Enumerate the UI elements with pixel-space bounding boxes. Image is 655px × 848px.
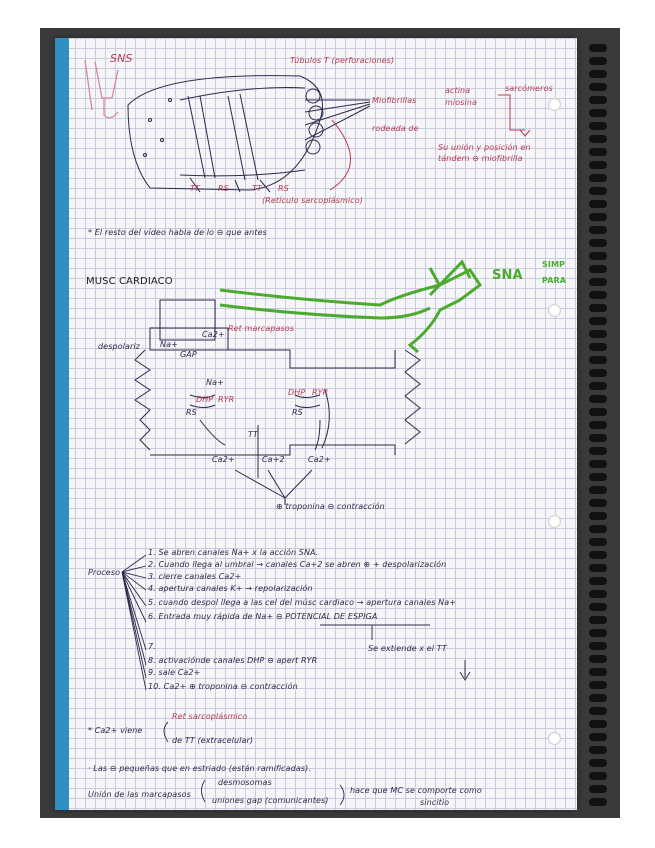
process-step: 4. apertura canales K+ → repolarización (148, 584, 313, 593)
tt-cardiac-label: TT (248, 430, 258, 439)
tt-label-2: TT (252, 184, 262, 193)
process-step: 8. activaciónde canales DHP ⊖ apert RYR (148, 656, 318, 665)
reticulo-label: (Retículo sarcoplásmico) (262, 196, 363, 205)
ret-marcapasos-label: Ret marcapasos (228, 324, 295, 333)
dhp-left-label: DHP (196, 395, 214, 404)
tubulos-t-label: Túbulos T (perforaciones) (290, 56, 395, 65)
ca-right-label: Ca2+ (308, 455, 331, 464)
union-note: Su unión y posición en tándem ⊖ miofibrilla (438, 143, 531, 163)
rs-right-label: RS (292, 408, 303, 417)
ryr-right-label: RYR (312, 388, 329, 397)
process-step: 6. Entrada muy rápida de Na+ ⊖ POTENCIAL DE ESPIGA (148, 612, 378, 621)
ca-channel-label: Ca2+ (202, 330, 225, 339)
process-arrows (122, 555, 146, 690)
miofibrillas-label: Miofibrillas (372, 96, 417, 105)
ca-source-option-2: de TT (extracelular) (172, 736, 254, 745)
process-step: 1. Se abren canales Na+ x la acción SNA. (148, 548, 319, 557)
rs-label-2: RS (278, 184, 289, 193)
uniones-gap-label: uniones gap (comunicantes) (212, 796, 329, 805)
se-extiende-label: Se extiende x el TT (368, 644, 447, 653)
process-step: 3. cierre canales Ca2+ (148, 572, 242, 581)
process-step: 2. Cuando llega al umbral → canales Ca+2 se abren ⊕ + despolarización (148, 560, 447, 569)
process-step: 7. (148, 642, 156, 651)
ca-source-prefix: * Ca2+ viene (88, 726, 143, 735)
ca-left-label: Ca2+ (212, 455, 235, 464)
sns-doodle (85, 60, 118, 118)
union-marcapasos-label: Unión de las marcapasos (88, 790, 191, 799)
miosina-label: miosina (445, 98, 477, 107)
hace-que-label: hace que MC se comporte como (350, 786, 482, 795)
rs-label-1: RS (218, 184, 229, 193)
sarcomeros-label: sarcómeros (505, 84, 553, 93)
process-step: 9. sale Ca2+ (148, 668, 201, 677)
ca-mid-label: Ca+2 (262, 455, 285, 464)
parasimpatico-label: PARA (542, 276, 567, 285)
na-channel-label: Na+ (206, 378, 224, 387)
video-note: * El resto del vídeo habla de lo ⊖ que antes (88, 228, 267, 237)
sincitio-label: sincitio (420, 798, 450, 807)
desmosomas-label: desmosomas (218, 778, 272, 787)
dhp-right-label: DHP (288, 388, 306, 397)
sna-neuron-drawing (220, 262, 480, 352)
na-plus-label: Na+ (160, 340, 178, 349)
process-label: Proceso (88, 568, 121, 577)
ca-source-option-1: Ret sarcoplásmico (172, 712, 248, 721)
process-step: 5. cuando despol llega a las cel del músc cardiaco → apertura canales Na+ (148, 598, 457, 607)
tt-label-1: TT (190, 184, 200, 193)
rs-left-label: RS (186, 408, 197, 417)
rodeada-de-label: rodeada de (372, 124, 419, 133)
despolariz-label: despolariz (98, 342, 140, 351)
cardiac-heading: MUSC CARDIACO (86, 276, 173, 287)
ryr-left-label: RYR (218, 395, 235, 404)
process-step: 10. Ca2+ ⊕ troponina ⊖ contracción (148, 682, 298, 691)
sna-label: SNA (492, 268, 523, 283)
actina-label: actina (445, 86, 471, 95)
simpatico-label: SIMP (542, 260, 565, 269)
sns-corner-label: SNS (110, 52, 133, 65)
troponina-label: ⊕ troponina ⊖ contracción (276, 502, 385, 511)
footer-line-1: · Las ⊖ pequeñas que en estriado (están ramificadas). (88, 764, 311, 773)
gap-label: GAP (180, 350, 197, 359)
muscle-fiber-drawing (128, 76, 370, 192)
